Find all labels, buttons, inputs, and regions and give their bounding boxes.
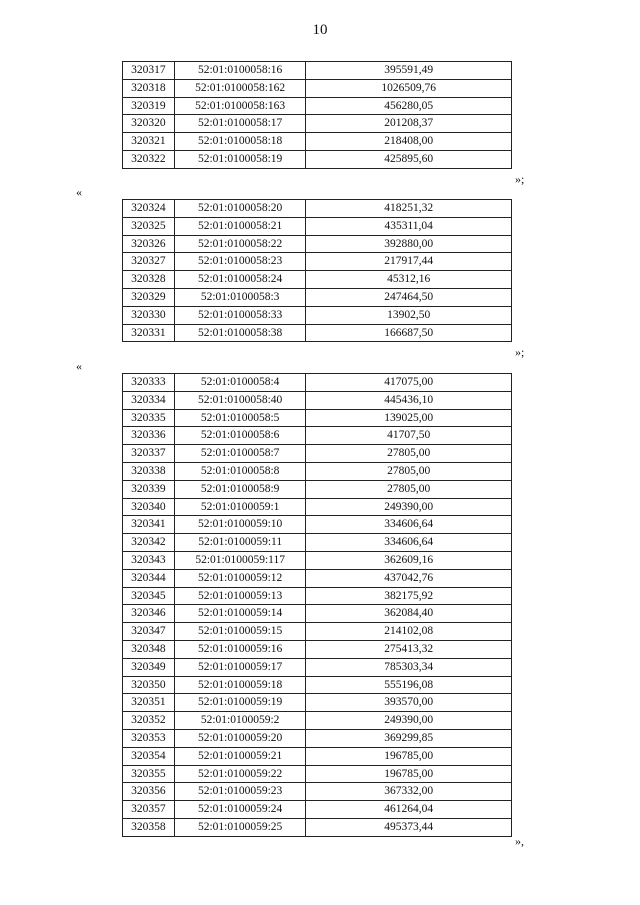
value-cell: 445436,10 <box>306 391 512 409</box>
cadastral-number-cell: 52:01:0100058:17 <box>174 115 306 133</box>
row-number-cell: 320345 <box>123 587 175 605</box>
table-row <box>123 115 512 133</box>
row-number-cell: 320334 <box>123 391 175 409</box>
value-cell: 247464,50 <box>306 288 512 306</box>
cadastral-number-cell: 52:01:0100058:20 <box>174 200 306 218</box>
cadastral-number-cell: 52:01:0100058:8 <box>174 462 306 480</box>
cadastral-number-cell: 52:01:0100058:4 <box>174 374 306 392</box>
table-row <box>123 79 512 97</box>
value-cell: 461264,04 <box>306 801 512 819</box>
table-row <box>123 235 512 253</box>
table-row <box>123 427 512 445</box>
table-row <box>123 658 512 676</box>
row-number-cell: 320342 <box>123 534 175 552</box>
table-row <box>123 640 512 658</box>
row-number-cell: 320330 <box>123 306 175 324</box>
cadastral-number-cell: 52:01:0100058:6 <box>174 427 306 445</box>
cadastral-number-cell: 52:01:0100059:25 <box>174 818 306 836</box>
row-number-cell: 320338 <box>123 462 175 480</box>
cadastral-number-cell: 52:01:0100059:18 <box>174 676 306 694</box>
table-row <box>123 498 512 516</box>
closing-quote-semicolon: »; <box>515 345 525 359</box>
table-row <box>123 569 512 587</box>
table-row <box>123 97 512 115</box>
value-cell: 395591,49 <box>306 62 512 80</box>
row-number-cell: 320324 <box>123 200 175 218</box>
table-row <box>123 516 512 534</box>
row-number-cell: 320339 <box>123 480 175 498</box>
row-number-cell: 320355 <box>123 765 175 783</box>
cadastral-number-cell: 52:01:0100059:10 <box>174 516 306 534</box>
cadastral-number-cell: 52:01:0100059:22 <box>174 765 306 783</box>
value-cell: 166687,50 <box>306 324 512 342</box>
table-row <box>123 409 512 427</box>
value-cell: 196785,00 <box>306 747 512 765</box>
opening-quote: « <box>76 185 82 199</box>
value-cell: 334606,64 <box>306 534 512 552</box>
opening-quote: « <box>76 359 82 373</box>
value-cell: 418251,32 <box>306 200 512 218</box>
cadastral-number-cell: 52:01:0100058:162 <box>174 79 306 97</box>
table-row <box>123 783 512 801</box>
cadastral-table-1 <box>122 61 512 169</box>
value-cell: 382175,92 <box>306 587 512 605</box>
row-number-cell: 320348 <box>123 640 175 658</box>
cadastral-number-cell: 52:01:0100058:5 <box>174 409 306 427</box>
value-cell: 1026509,76 <box>306 79 512 97</box>
table-row <box>123 462 512 480</box>
row-number-cell: 320347 <box>123 623 175 641</box>
value-cell: 555196,08 <box>306 676 512 694</box>
table-row <box>123 200 512 218</box>
table-row <box>123 623 512 641</box>
cadastral-number-cell: 52:01:0100058:163 <box>174 97 306 115</box>
cadastral-table-3 <box>122 373 512 837</box>
cadastral-number-cell: 52:01:0100059:12 <box>174 569 306 587</box>
row-number-cell: 320344 <box>123 569 175 587</box>
table-row <box>123 391 512 409</box>
cadastral-number-cell: 52:01:0100059:23 <box>174 783 306 801</box>
row-number-cell: 320343 <box>123 551 175 569</box>
value-cell: 435311,04 <box>306 217 512 235</box>
cadastral-number-cell: 52:01:0100058:24 <box>174 271 306 289</box>
row-number-cell: 320325 <box>123 217 175 235</box>
value-cell: 201208,37 <box>306 115 512 133</box>
row-number-cell: 320336 <box>123 427 175 445</box>
cadastral-number-cell: 52:01:0100059:2 <box>174 712 306 730</box>
cadastral-number-cell: 52:01:0100058:16 <box>174 62 306 80</box>
value-cell: 417075,00 <box>306 374 512 392</box>
value-cell: 41707,50 <box>306 427 512 445</box>
cadastral-number-cell: 52:01:0100059:17 <box>174 658 306 676</box>
value-cell: 196785,00 <box>306 765 512 783</box>
table-row <box>123 480 512 498</box>
row-number-cell: 320326 <box>123 235 175 253</box>
row-number-cell: 320319 <box>123 97 175 115</box>
page-number: 10 <box>312 22 328 38</box>
row-number-cell: 320349 <box>123 658 175 676</box>
value-cell: 425895,60 <box>306 150 512 168</box>
cadastral-number-cell: 52:01:0100058:9 <box>174 480 306 498</box>
row-number-cell: 320358 <box>123 818 175 836</box>
table-row <box>123 62 512 80</box>
value-cell: 13902,50 <box>306 306 512 324</box>
table-row <box>123 324 512 342</box>
value-cell: 275413,32 <box>306 640 512 658</box>
value-cell: 437042,76 <box>306 569 512 587</box>
value-cell: 393570,00 <box>306 694 512 712</box>
cadastral-number-cell: 52:01:0100059:16 <box>174 640 306 658</box>
cadastral-number-cell: 52:01:0100059:117 <box>174 551 306 569</box>
value-cell: 218408,00 <box>306 133 512 151</box>
row-number-cell: 320321 <box>123 133 175 151</box>
table-row <box>123 150 512 168</box>
row-number-cell: 320328 <box>123 271 175 289</box>
cadastral-number-cell: 52:01:0100058:33 <box>174 306 306 324</box>
cadastral-number-cell: 52:01:0100059:11 <box>174 534 306 552</box>
row-number-cell: 320354 <box>123 747 175 765</box>
table-row <box>123 374 512 392</box>
value-cell: 249390,00 <box>306 712 512 730</box>
value-cell: 495373,44 <box>306 818 512 836</box>
cadastral-number-cell: 52:01:0100059:15 <box>174 623 306 641</box>
cadastral-number-cell: 52:01:0100059:24 <box>174 801 306 819</box>
table-row <box>123 253 512 271</box>
value-cell: 392880,00 <box>306 235 512 253</box>
value-cell: 45312,16 <box>306 271 512 289</box>
cadastral-number-cell: 52:01:0100058:3 <box>174 288 306 306</box>
cadastral-number-cell: 52:01:0100059:14 <box>174 605 306 623</box>
value-cell: 785303,34 <box>306 658 512 676</box>
value-cell: 249390,00 <box>306 498 512 516</box>
row-number-cell: 320351 <box>123 694 175 712</box>
cadastral-number-cell: 52:01:0100058:7 <box>174 445 306 463</box>
table-row <box>123 818 512 836</box>
table-row <box>123 605 512 623</box>
cadastral-number-cell: 52:01:0100059:21 <box>174 747 306 765</box>
row-number-cell: 320335 <box>123 409 175 427</box>
value-cell: 456280,05 <box>306 97 512 115</box>
value-cell: 362084,40 <box>306 605 512 623</box>
table-row <box>123 288 512 306</box>
cadastral-number-cell: 52:01:0100058:22 <box>174 235 306 253</box>
closing-quote-comma: », <box>515 834 524 848</box>
value-cell: 334606,64 <box>306 516 512 534</box>
table-row <box>123 765 512 783</box>
table-row <box>123 133 512 151</box>
table-row <box>123 801 512 819</box>
table-row <box>123 306 512 324</box>
table-row <box>123 729 512 747</box>
row-number-cell: 320331 <box>123 324 175 342</box>
table-row <box>123 551 512 569</box>
row-number-cell: 320350 <box>123 676 175 694</box>
row-number-cell: 320340 <box>123 498 175 516</box>
row-number-cell: 320333 <box>123 374 175 392</box>
value-cell: 27805,00 <box>306 445 512 463</box>
row-number-cell: 320356 <box>123 783 175 801</box>
table-row <box>123 694 512 712</box>
cadastral-number-cell: 52:01:0100058:23 <box>174 253 306 271</box>
closing-quote-semicolon: »; <box>515 172 525 186</box>
row-number-cell: 320320 <box>123 115 175 133</box>
row-number-cell: 320317 <box>123 62 175 80</box>
row-number-cell: 320318 <box>123 79 175 97</box>
row-number-cell: 320346 <box>123 605 175 623</box>
table-row <box>123 271 512 289</box>
row-number-cell: 320352 <box>123 712 175 730</box>
table-row <box>123 587 512 605</box>
cadastral-number-cell: 52:01:0100058:21 <box>174 217 306 235</box>
cadastral-number-cell: 52:01:0100058:38 <box>174 324 306 342</box>
cadastral-number-cell: 52:01:0100059:19 <box>174 694 306 712</box>
value-cell: 362609,16 <box>306 551 512 569</box>
cadastral-table-2 <box>122 199 512 342</box>
row-number-cell: 320357 <box>123 801 175 819</box>
value-cell: 367332,00 <box>306 783 512 801</box>
cadastral-number-cell: 52:01:0100058:40 <box>174 391 306 409</box>
table-row <box>123 445 512 463</box>
row-number-cell: 320353 <box>123 729 175 747</box>
cadastral-number-cell: 52:01:0100059:1 <box>174 498 306 516</box>
table-row <box>123 534 512 552</box>
value-cell: 217917,44 <box>306 253 512 271</box>
value-cell: 214102,08 <box>306 623 512 641</box>
value-cell: 139025,00 <box>306 409 512 427</box>
row-number-cell: 320322 <box>123 150 175 168</box>
cadastral-number-cell: 52:01:0100058:19 <box>174 150 306 168</box>
table-row <box>123 676 512 694</box>
row-number-cell: 320327 <box>123 253 175 271</box>
row-number-cell: 320337 <box>123 445 175 463</box>
row-number-cell: 320329 <box>123 288 175 306</box>
cadastral-number-cell: 52:01:0100058:18 <box>174 133 306 151</box>
value-cell: 27805,00 <box>306 480 512 498</box>
row-number-cell: 320341 <box>123 516 175 534</box>
table-row <box>123 712 512 730</box>
value-cell: 369299,85 <box>306 729 512 747</box>
cadastral-number-cell: 52:01:0100059:13 <box>174 587 306 605</box>
value-cell: 27805,00 <box>306 462 512 480</box>
table-row <box>123 747 512 765</box>
table-row <box>123 217 512 235</box>
cadastral-number-cell: 52:01:0100059:20 <box>174 729 306 747</box>
